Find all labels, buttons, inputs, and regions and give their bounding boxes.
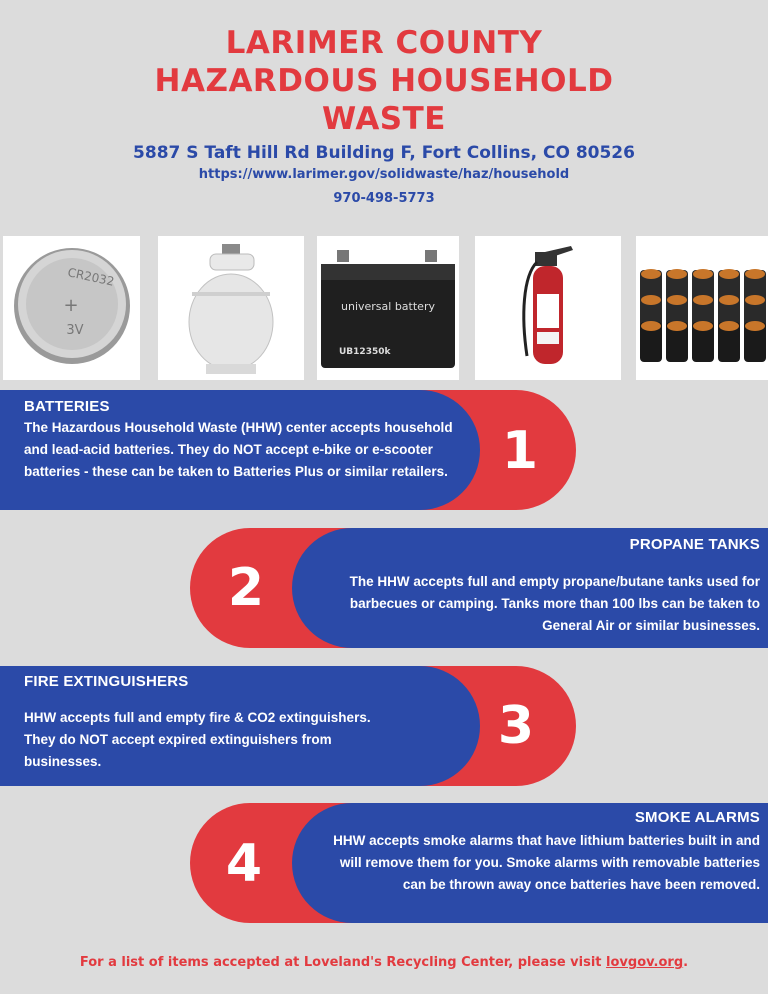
title-line-1: LARIMER COUNTY <box>225 25 543 61</box>
section-1-number: 1 <box>501 421 539 481</box>
phone-number: 970-498-5773 <box>333 191 435 206</box>
svg-text:universal battery: universal battery <box>341 300 435 313</box>
footer-text: For a list of items accepted at Loveland's Recycling Center, please visit <box>79 955 607 970</box>
lovgov-link[interactable]: lovgov.org <box>606 955 684 970</box>
fire-extinguisher-icon <box>475 236 621 380</box>
section-2-title: PROPANE TANKS <box>629 536 760 553</box>
svg-text:+: + <box>63 295 79 316</box>
section-3-title: FIRE EXTINGUISHERS <box>24 673 189 690</box>
title-line-3: WASTE <box>322 101 446 137</box>
section-3-body: HHW accepts full and empty fire & CO2 extinguishers. They do NOT accept expired extinguishers from businesses. <box>24 710 371 769</box>
svg-text:CR2032: CR2032 <box>66 265 116 289</box>
propane-tank-photo <box>158 236 304 380</box>
section-1-body: The Hazardous Household Waste (HHW) center accepts household and lead-acid batteries. They do NOT accept e-bike or e-scooter batteries - these can be taken to Batteries Plus or similar retailers. <box>24 420 453 479</box>
section-1-title: BATTERIES <box>24 398 110 415</box>
section-2-number: 2 <box>227 558 265 618</box>
title-line-2: HAZARDOUS HOUSEHOLD <box>154 63 614 99</box>
section-3-number: 3 <box>497 696 535 756</box>
aa-batteries-photo <box>636 236 768 380</box>
section-4-number: 4 <box>225 834 263 894</box>
footer-end: . <box>683 955 689 970</box>
car-battery-icon <box>317 236 459 380</box>
section-4-title: SMOKE ALARMS <box>634 809 760 826</box>
coin-battery-photo <box>3 236 140 380</box>
address: 5887 S Taft Hill Rd Building F, Fort Collins, CO 80526 <box>133 143 635 163</box>
propane-tank-icon <box>158 236 304 380</box>
svg-text:UB12350k: UB12350k <box>339 347 391 357</box>
section-2-body: The HHW accepts full and empty propane/butane tanks used for barbecues or camping. Tanks more than 100 lbs can be taken to General Air or similar businesses. <box>349 574 760 633</box>
section-4-body: HHW accepts smoke alarms that have lithium batteries built in and will remove them for you. Smoke alarms with removable batteries can be thrown away once batteries have been removed. <box>333 833 760 892</box>
coin-battery-icon <box>3 236 140 380</box>
aa-batteries-icon <box>636 236 768 380</box>
fire-extinguisher-photo <box>475 236 621 380</box>
footer-note <box>0 955 768 970</box>
website-link[interactable]: https://www.larimer.gov/solidwaste/haz/household <box>198 167 570 182</box>
car-battery-photo <box>317 236 459 380</box>
svg-text:3V: 3V <box>66 323 84 338</box>
page-title <box>0 24 768 138</box>
